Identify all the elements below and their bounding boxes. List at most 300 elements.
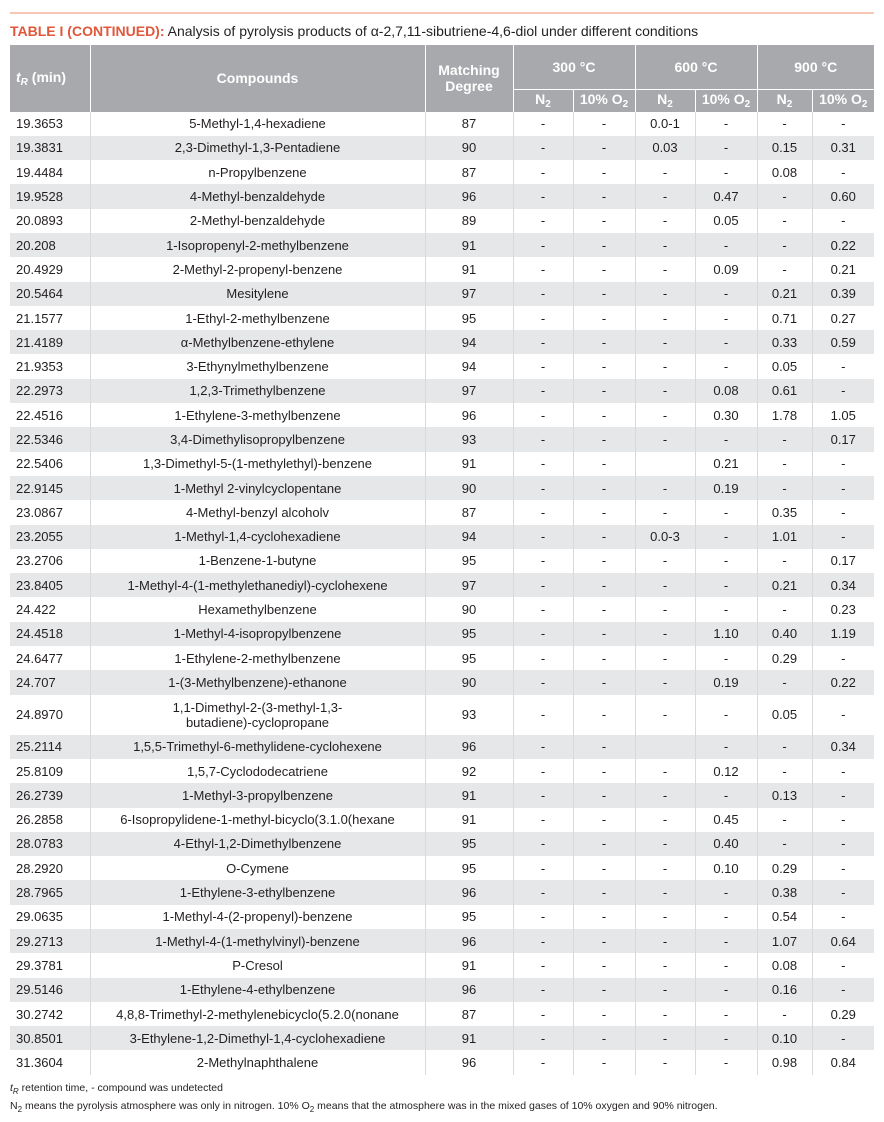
table-row [10,832,874,856]
cell-900-n2: 0.13 [757,783,812,807]
cell-900-n2: - [757,233,812,257]
cell-matching-degree: 95 [425,905,513,929]
header-300c: 300 °C [513,45,635,89]
cell-600-n2: - [635,1026,695,1050]
cell-300-o2: - [573,880,635,904]
cell-900-n2: - [757,427,812,451]
cell-600-n2 [635,735,695,759]
cell-retention-time: 19.9528 [10,184,90,208]
cell-matching-degree: 91 [425,452,513,476]
cell-300-o2: - [573,759,635,783]
cell-600-o2: 0.05 [695,209,757,233]
cell-300-o2: - [573,670,635,694]
table-row [10,160,874,184]
cell-retention-time: 26.2858 [10,808,90,832]
table-row [10,476,874,500]
cell-600-o2: - [695,735,757,759]
table-row [10,856,874,880]
cell-300-o2: - [573,905,635,929]
cell-900-n2: 0.16 [757,978,812,1002]
cell-300-n2: - [513,597,573,621]
table-row [10,354,874,378]
header-900-o2: 10% $O_2$ [812,89,874,112]
cell-compound: 4-Methyl-benzyl alcoholv [90,500,425,524]
cell-300-n2: - [513,184,573,208]
cell-600-n2: - [635,929,695,953]
cell-retention-time: 21.4189 [10,330,90,354]
cell-600-n2: - [635,209,695,233]
header-900c: 900 °C [757,45,874,89]
cell-matching-degree: 95 [425,622,513,646]
table-row [10,978,874,1002]
cell-600-n2: - [635,354,695,378]
cell-matching-degree: 87 [425,112,513,136]
cell-900-n2: - [757,808,812,832]
cell-600-o2: - [695,525,757,549]
cell-retention-time: 22.4516 [10,403,90,427]
cell-900-o2: 0.22 [812,233,874,257]
cell-compound: 5-Methyl-1,4-hexadiene [90,112,425,136]
cell-300-n2: - [513,257,573,281]
cell-300-o2: - [573,573,635,597]
cell-600-o2: - [695,646,757,670]
cell-600-o2: - [695,880,757,904]
cell-900-o2: - [841,812,846,828]
cell-300-o2: - [573,1002,635,1026]
cell-300-o2: - [573,856,635,880]
cell-matching-degree: 91 [425,808,513,832]
cell-900-n2: - [757,112,812,136]
cell-300-n2: - [513,500,573,524]
cell-retention-time: 31.3604 [10,1050,90,1074]
cell-900-o2: 0.22 [812,670,874,694]
pyrolysis-products-table [10,45,874,1075]
cell-compound: 1-Methyl-4-(1-methylvinyl)-benzene [90,929,425,953]
cell-compound: 2-Methyl-2-propenyl-benzene [90,257,425,281]
cell-matching-degree: 96 [425,978,513,1002]
cell-300-o2: - [573,929,635,953]
cell-300-n2: - [513,905,573,929]
header-300-o2: 10% $O_2$ [573,89,635,112]
cell-900-n2: - [757,452,812,476]
cell-900-n2: 0.38 [757,880,812,904]
cell-300-o2: - [573,112,635,136]
cell-retention-time: 19.4484 [10,160,90,184]
cell-retention-time: 23.2055 [10,525,90,549]
cell-600-o2: 0.08 [695,379,757,403]
table-row [10,209,874,233]
cell-matching-degree: 96 [425,880,513,904]
header-300-n2: $N_2$ [513,89,573,112]
cell-600-n2: 0.0-1 [635,112,695,136]
cell-300-n2: - [513,452,573,476]
cell-600-o2: - [695,160,757,184]
cell-matching-degree: 87 [425,1002,513,1026]
cell-retention-time: 21.9353 [10,354,90,378]
table-row [10,670,874,694]
cell-600-n2: - [635,330,695,354]
cell-900-n2: 0.08 [757,160,812,184]
cell-retention-time: 28.2920 [10,856,90,880]
table-row [10,379,874,403]
cell-900-o2: 1.05 [830,407,856,423]
cell-retention-time: 23.8405 [10,573,90,597]
cell-compound: 1,1-Dimethyl-2-(3-methyl-1,3- butadiene)-cyclopropane [90,695,425,735]
cell-300-n2: - [513,573,573,597]
cell-compound: 1-Benzene-1-butyne [90,549,425,573]
cell-300-n2: - [513,209,573,233]
header-600-n2: $N_2$ [635,89,695,112]
cell-900-o2: 0.39 [812,282,874,306]
cell-300-n2: - [513,1026,573,1050]
cell-900-n2: 0.33 [757,330,812,354]
cell-retention-time: 20.5464 [10,282,90,306]
cell-900-n2: 0.71 [757,306,812,330]
cell-900-n2: - [757,759,812,783]
cell-retention-time: 24.4518 [10,622,90,646]
cell-900-o2: - [841,164,846,180]
cell-600-n2: - [635,808,695,832]
cell-matching-degree: 91 [425,953,513,977]
cell-300-o2: - [573,184,635,208]
cell-retention-time: 30.2742 [10,1002,90,1026]
table-row [10,282,874,306]
cell-600-o2: - [695,573,757,597]
cell-retention-time: 24.8970 [10,695,90,735]
cell-600-n2: - [635,476,695,500]
cell-compound: Mesitylene [90,282,425,306]
cell-300-n2: - [513,808,573,832]
cell-600-o2: - [695,549,757,573]
cell-600-o2: - [695,500,757,524]
cell-900-n2: 0.21 [757,282,812,306]
table-row [10,953,874,977]
cell-900-o2: - [841,116,846,132]
cell-300-n2: - [513,354,573,378]
cell-retention-time: 19.3831 [10,136,90,160]
cell-900-o2: 0.59 [812,330,874,354]
cell-600-n2: - [635,1050,695,1074]
cell-300-o2: - [573,233,635,257]
cell-compound: O-Cymene [90,856,425,880]
cell-600-n2: - [635,573,695,597]
table-row [10,403,874,427]
cell-compound: 4-Ethyl-1,2-Dimethylbenzene [90,832,425,856]
cell-300-o2: - [573,978,635,1002]
cell-matching-degree: 91 [425,233,513,257]
header-900-n2: $N_2$ [757,89,812,112]
cell-300-o2: - [573,646,635,670]
cell-compound: P-Cresol [90,953,425,977]
table-row [10,597,874,621]
cell-600-o2: 0.21 [695,452,757,476]
cell-retention-time: 30.8501 [10,1026,90,1050]
cell-900-o2: - [841,860,846,876]
cell-300-n2: - [513,832,573,856]
cell-compound: 1,5,5-Trimethyl-6-methylidene-cyclohexene [90,735,425,759]
cell-600-o2: 0.30 [695,403,757,427]
cell-900-o2: - [841,763,846,779]
table-row [10,880,874,904]
table-row [10,1002,874,1026]
cell-matching-degree: 90 [425,597,513,621]
cell-600-o2: - [695,953,757,977]
cell-compound: 4,8,8-Trimethyl-2-methylenebicyclo(5.2.0(nonane [90,1002,425,1026]
cell-600-o2: - [695,597,757,621]
cell-600-n2: - [635,1002,695,1026]
cell-300-o2: - [573,209,635,233]
cell-compound: 1-Isopropenyl-2-methylbenzene [90,233,425,257]
cell-600-o2: - [695,136,757,160]
cell-retention-time: 24.422 [10,597,90,621]
cell-900-o2: - [812,476,874,500]
cell-600-n2: 0.0-3 [635,525,695,549]
cell-300-n2: - [513,403,573,427]
cell-900-o2: 0.29 [830,1006,856,1022]
cell-600-n2: - [635,695,695,735]
cell-900-n2: 0.29 [757,646,812,670]
cell-matching-degree: 91 [425,257,513,281]
cell-900-n2: 0.21 [757,573,812,597]
cell-retention-time: 22.9145 [10,476,90,500]
cell-retention-time: 20.4929 [10,257,90,281]
cell-600-o2: - [695,233,757,257]
cell-matching-degree: 96 [425,735,513,759]
cell-900-n2: - [757,184,812,208]
caption-text: Analysis of pyrolysis products of α-2,7,11-sibutriene-4,6-diol under different conditions [164,23,699,39]
cell-300-o2: - [573,1050,635,1074]
footnote-retention: $t_R$ retention time, - compound was undetected [10,1082,223,1097]
cell-300-n2: - [513,735,573,759]
cell-900-n2: - [757,832,812,856]
cell-600-o2: - [695,1026,757,1050]
table-row [10,233,874,257]
table-row [10,1026,874,1050]
top-rule [10,12,874,14]
cell-900-o2: - [812,525,874,549]
cell-600-n2: - [635,597,695,621]
cell-300-o2: - [573,500,635,524]
cell-600-n2: - [635,500,695,524]
cell-300-o2: - [573,953,635,977]
cell-600-n2: - [635,978,695,1002]
cell-600-n2: - [635,856,695,880]
cell-900-n2: 0.98 [757,1050,812,1074]
cell-retention-time: 19.3653 [10,112,90,136]
cell-600-o2: - [695,112,757,136]
cell-matching-degree: 95 [425,646,513,670]
cell-300-o2: - [573,783,635,807]
cell-600-n2: - [635,759,695,783]
cell-matching-degree: 90 [425,476,513,500]
cell-matching-degree: 95 [425,549,513,573]
cell-600-n2: - [635,646,695,670]
cell-900-o2: - [841,909,846,925]
cell-300-o2: - [573,282,635,306]
cell-900-n2: 0.05 [757,354,812,378]
cell-300-n2: - [513,306,573,330]
cell-600-o2: 0.12 [695,759,757,783]
cell-600-o2: - [695,306,757,330]
cell-600-n2: - [635,257,695,281]
cell-900-n2: 0.05 [757,695,812,735]
cell-300-o2: - [573,403,635,427]
cell-compound: 1-Methyl-3-propylbenzene [90,783,425,807]
cell-retention-time: 25.2114 [10,735,90,759]
footnote-atmosphere: $N_2$ means the pyrolysis atmosphere was only in nitrogen. 10% $O_2$ means that the atmosphere was in the mixed gases of 10% oxygen and 90% nitrogen. [10,1100,718,1115]
cell-900-o2: - [841,213,846,229]
cell-600-o2: - [695,978,757,1002]
cell-600-o2: - [695,1002,757,1026]
cell-600-o2: - [695,905,757,929]
cell-matching-degree: 97 [425,573,513,597]
table-row [10,905,874,929]
header-matching-degree: Matching Degree [425,45,513,112]
cell-300-o2: - [573,354,635,378]
cell-compound: 1-(3-Methylbenzene)-ethanone [90,670,425,694]
cell-900-o2: - [812,880,874,904]
cell-matching-degree: 94 [425,525,513,549]
cell-900-o2: 1.19 [812,622,874,646]
cell-compound: 1-Ethylene-3-ethylbenzene [90,880,425,904]
cell-900-o2: - [812,1026,874,1050]
table-caption [10,22,874,40]
cell-300-n2: - [513,783,573,807]
cell-600-o2: - [695,783,757,807]
table-row [10,808,874,832]
cell-matching-degree: 94 [425,330,513,354]
cell-600-o2: 0.19 [695,476,757,500]
cell-900-o2: - [841,957,846,973]
cell-compound: 1,2,3-Trimethylbenzene [90,379,425,403]
table-row [10,452,874,476]
cell-matching-degree: 91 [425,1026,513,1050]
header-retention-time: $t_R$ (min) [10,45,90,112]
cell-300-n2: - [513,695,573,735]
cell-retention-time: 28.0783 [10,832,90,856]
table-row [10,306,874,330]
cell-300-o2: - [573,160,635,184]
cell-matching-degree: 87 [425,500,513,524]
table-footnotes [10,1081,874,1117]
cell-compound: 1,3-Dimethyl-5-(1-methylethyl)-benzene [90,452,425,476]
table-row [10,759,874,783]
cell-300-o2: - [573,525,635,549]
cell-retention-time: 22.2973 [10,379,90,403]
cell-300-n2: - [513,282,573,306]
cell-retention-time: 26.2739 [10,783,90,807]
cell-matching-degree: 89 [425,209,513,233]
cell-matching-degree: 90 [425,670,513,694]
table-row [10,257,874,281]
cell-300-o2: - [573,1026,635,1050]
cell-900-o2: 0.31 [812,136,874,160]
cell-retention-time: 25.8109 [10,759,90,783]
cell-300-n2: - [513,427,573,451]
cell-compound: 1-Ethylene-3-methylbenzene [90,403,425,427]
cell-900-o2: - [812,832,874,856]
cell-900-o2: - [812,783,874,807]
cell-600-o2: 1.10 [695,622,757,646]
cell-900-o2: 0.34 [812,573,874,597]
cell-600-o2: 0.09 [695,257,757,281]
cell-compound: 3-Ethynylmethylbenzene [90,354,425,378]
cell-900-o2: - [841,650,846,666]
cell-300-n2: - [513,929,573,953]
cell-600-n2: - [635,832,695,856]
table-row [10,735,874,759]
cell-300-n2: - [513,759,573,783]
cell-matching-degree: 93 [425,427,513,451]
cell-retention-time: 22.5346 [10,427,90,451]
cell-600-n2: - [635,880,695,904]
cell-600-n2: - [635,905,695,929]
cell-retention-time: 22.5406 [10,452,90,476]
cell-retention-time: 28.7965 [10,880,90,904]
cell-matching-degree: 96 [425,1050,513,1074]
header-600c: 600 °C [635,45,757,89]
cell-matching-degree: 96 [425,184,513,208]
cell-300-n2: - [513,233,573,257]
cell-300-o2: - [573,549,635,573]
table-row [10,929,874,953]
cell-compound: 1-Methyl 2-vinylcyclopentane [90,476,425,500]
cell-900-n2: 0.54 [757,905,812,929]
cell-matching-degree: 97 [425,282,513,306]
cell-compound: 1-Methyl-1,4-cyclohexadiene [90,525,425,549]
cell-600-n2: - [635,670,695,694]
cell-matching-degree: 93 [425,695,513,735]
cell-compound: 1,5,7-Cyclododecatriene [90,759,425,783]
cell-300-n2: - [513,136,573,160]
cell-900-o2: - [841,456,846,472]
cell-600-o2: 0.40 [695,832,757,856]
cell-compound: 1-Ethyl-2-methylbenzene [90,306,425,330]
cell-900-n2: 0.40 [757,622,812,646]
cell-300-n2: - [513,330,573,354]
table-row [10,646,874,670]
cell-300-o2: - [573,622,635,646]
cell-300-o2: - [573,832,635,856]
cell-retention-time: 23.2706 [10,549,90,573]
cell-matching-degree: 96 [425,403,513,427]
cell-retention-time: 20.0893 [10,209,90,233]
table-row [10,549,874,573]
cell-900-o2: - [841,707,846,723]
cell-900-n2: 0.61 [757,379,812,403]
table-row [10,112,874,136]
cell-900-o2: 0.17 [830,553,856,569]
cell-300-n2: - [513,1050,573,1074]
cell-900-n2: 1.07 [757,929,812,953]
cell-600-n2: - [635,549,695,573]
cell-retention-time: 29.5146 [10,978,90,1002]
cell-300-o2: - [573,306,635,330]
cell-600-n2: 0.03 [635,136,695,160]
table-body [10,112,874,1075]
cell-900-o2: - [841,504,846,520]
cell-600-o2: - [695,695,757,735]
cell-600-n2: - [635,379,695,403]
cell-300-o2: - [573,452,635,476]
caption-label: TABLE I (CONTINUED): [10,23,165,39]
cell-retention-time: 24.6477 [10,646,90,670]
cell-compound: 3,4-Dimethylisopropylbenzene [90,427,425,451]
table-row [10,783,874,807]
table-row [10,330,874,354]
cell-compound: Hexamethylbenzene [90,597,425,621]
cell-600-o2: 0.19 [695,670,757,694]
